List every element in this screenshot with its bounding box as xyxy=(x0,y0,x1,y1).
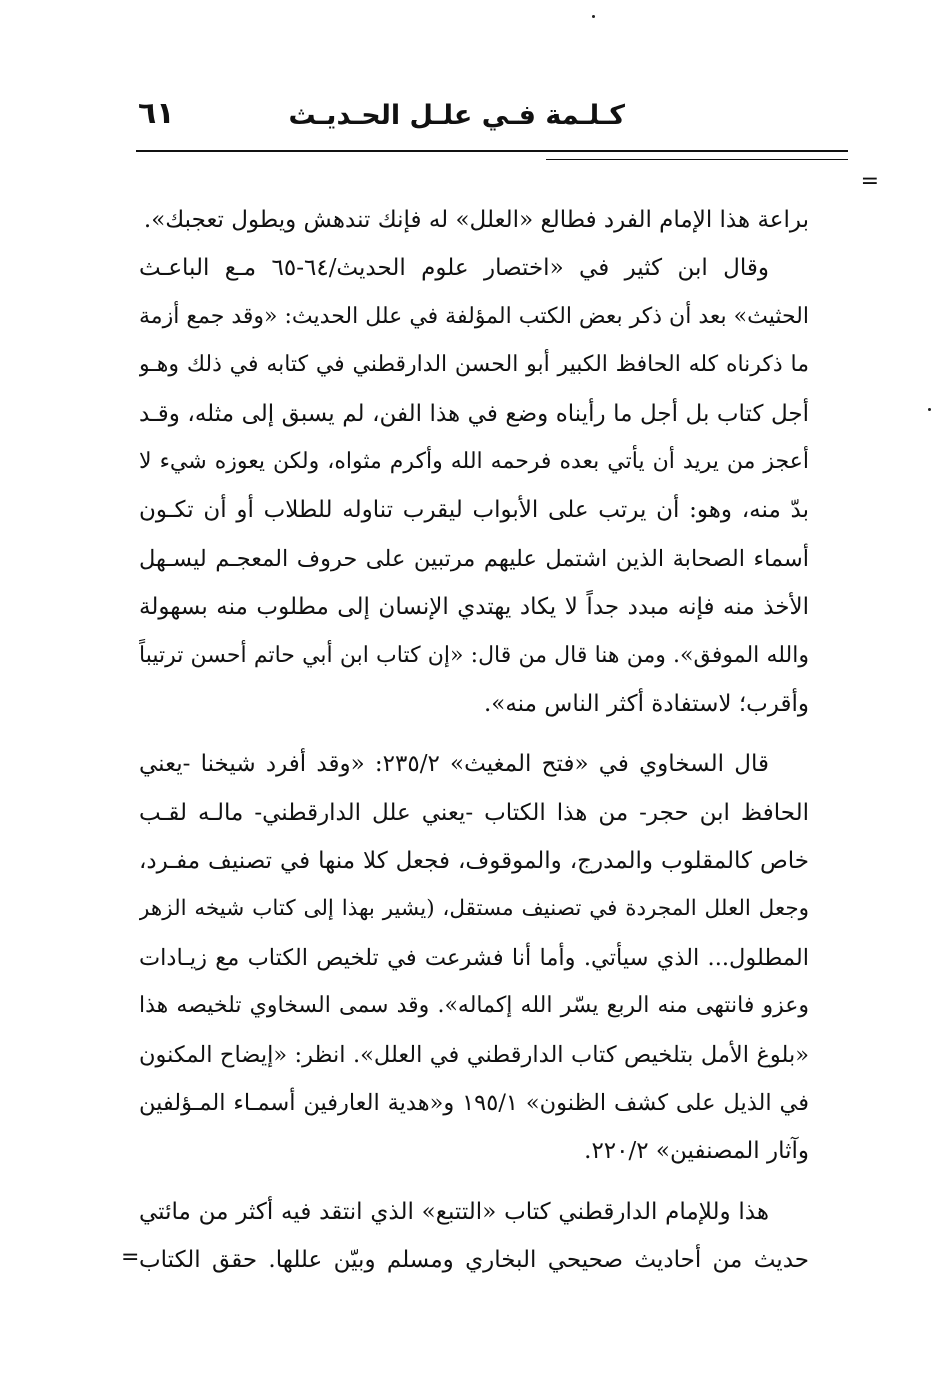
text-line: وآثار المصنفين» ٢٢٠/٢. xyxy=(584,1138,809,1165)
scan-speck xyxy=(592,15,595,18)
paragraph xyxy=(139,740,809,1176)
paragraph xyxy=(139,1188,809,1285)
text-line: حديث من أحاديث صحيحي البخاري ومسلم وبيّن عللها. حقق الكتاب xyxy=(139,1247,809,1274)
text-line: وجعل العلل المجردة في تصنيف مستقل، (يشير بهذا إلى كتاب شيخه الزهر xyxy=(139,896,809,922)
text-line: والله الموفق». ومن هنا قال من قال: «إن كتاب ابن أبي حاتم أحسن ترتيباً xyxy=(139,642,809,668)
text-line: الأخذ منه فإنه مبدد جداً لا يكاد يهتدي الإنسان إلى مطلوب منه بسهولة xyxy=(139,594,809,621)
text-line: هذا وللإمام الدارقطني كتاب «التتبع» الذي انتقد فيه أكثر من مائتي xyxy=(139,1198,769,1225)
text-line: بدّ منه، وهو: أن يرتب على الأبواب ليقرب تناوله للطلاب أو أن تكـون xyxy=(139,497,809,524)
text-line: وعزو فانتهى منه الربع يسّر الله إكماله». وقد سمى السخاوي تلخيصه هذا xyxy=(139,993,809,1019)
text-line: وقال ابن كثير في «اختصار علوم الحديث/٦٤-٦٥ مـع الباعـث xyxy=(139,255,769,282)
scan-speck xyxy=(928,408,931,411)
page-number: ٦١ xyxy=(138,96,175,131)
text-line: براعة هذا الإمام الفرد فطالع «العلل» له فإنك تندهش ويطول تعجبك». xyxy=(143,207,809,233)
paragraph-gap xyxy=(139,728,809,740)
paragraph xyxy=(139,244,809,728)
paragraph-gap xyxy=(139,1176,809,1188)
text-line: أعجز من يريد أن يأتي بعده فرحمه الله وأكرم مثواه، ولكن يعوزه شيء لا xyxy=(139,448,809,474)
text-line: ما ذكرناه كله الحافظ الكبير أبو الحسن الدارقطني في كتابه في ذلك وهـو xyxy=(139,352,809,378)
text-line: خاص كالمقلوب والمدرج، والموقوف، فجعل كلا منها في تصنيف مفـرد، xyxy=(139,848,809,875)
text-line: في الذيل على كشف الظنون» ١٩٥/١ و«هدية العارفين أسمـاء المـؤلفين xyxy=(139,1090,809,1117)
header-rule xyxy=(136,150,848,152)
paragraph xyxy=(139,196,809,244)
margin-mark-top: = xyxy=(860,169,879,194)
text-line: قال السخاوي في «فتح المغيث» ٢٣٥/٢: «وقد أفرد شيخنا -يعني xyxy=(139,751,769,778)
margin-mark-bottom: = xyxy=(121,1245,140,1270)
text-line: وأقرب؛ لاستفادة أكثر الناس منه». xyxy=(483,690,809,717)
text-line: الحافظ ابن حجر- من هذا الكتاب -يعني علل الدارقطني- مالـه لقـب xyxy=(139,799,809,826)
header-subrule xyxy=(546,159,848,160)
running-title: كـلـمة فـي علـل الحـديـث xyxy=(288,100,625,131)
text-line: أسماء الصحابة الذين اشتمل عليهم مرتبين على حروف المعجـم ليسـهل xyxy=(139,545,809,572)
text-line: «بلوغ الأمل بتلخيص كتاب الدارقطني في العلل». انظر: «إيضاح المكنون xyxy=(139,1041,809,1068)
text-line: المطلول... الذي سيأتي. وأما أنا فشرعت في تلخيص الكتاب مع زيـادات xyxy=(139,944,809,971)
body-text xyxy=(139,196,809,1285)
text-line: أجل كتاب بل أجل ما رأيناه وضع في هذا الفن، لم يسبق إلى مثله، وقـد xyxy=(139,400,809,427)
text-line: الحثيث» بعد أن ذكر بعض الكتب المؤلفة في علل الحديث: «وقد جمع أزمة xyxy=(139,303,809,329)
